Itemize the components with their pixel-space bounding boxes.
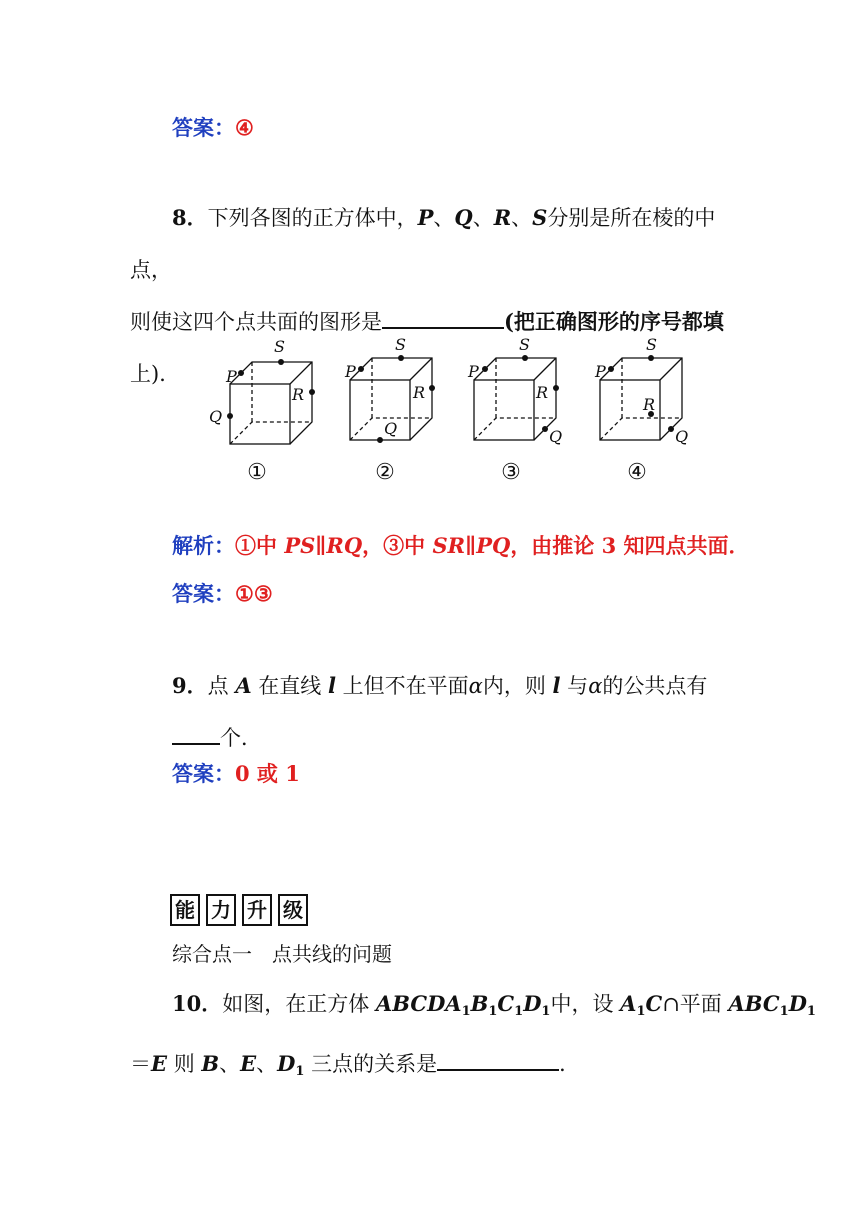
label-p: P	[595, 362, 606, 381]
label-r: R	[413, 383, 426, 402]
answer-blank	[437, 1047, 559, 1071]
segment-rq: RQ	[326, 533, 363, 558]
subtitle-text: 综合点一 点共线的问题	[172, 942, 392, 966]
point-b: B	[201, 1051, 220, 1076]
subscript: 1	[295, 1064, 305, 1079]
point-e: E	[240, 1051, 257, 1076]
q9-text: 上但不在平面	[335, 674, 469, 698]
plane-name: ABC	[728, 991, 780, 1016]
question-10	[130, 978, 816, 1098]
label-q: Q	[675, 427, 689, 446]
subscript: 1	[636, 1004, 646, 1019]
point-q: Q	[454, 205, 473, 230]
answer-blank	[382, 305, 504, 329]
label-p: P	[468, 362, 479, 381]
q10-text: 则	[167, 1052, 202, 1076]
subscript: 1	[779, 1004, 789, 1019]
label-s: S	[274, 337, 285, 356]
point-a: A	[235, 673, 252, 698]
analysis-text: ③中	[383, 533, 433, 558]
line-l: l	[552, 673, 561, 698]
q9-text: 个．	[220, 726, 262, 750]
q10-text: ∩平面	[662, 992, 729, 1016]
separator: ，	[362, 533, 384, 558]
section-header	[170, 894, 314, 926]
analysis-text: ，由推论 3 知四点共面．	[510, 533, 750, 558]
label-q: Q	[549, 427, 563, 446]
separator: 、	[472, 206, 494, 230]
section-char: 力	[206, 894, 236, 926]
q8-text: 下列各图的正方体中，	[207, 206, 418, 230]
q10-text: 中，设	[550, 992, 621, 1016]
subscript: 1	[541, 1004, 551, 1019]
q8-text: 则使这四个点共面的图形是	[130, 310, 382, 334]
q9-text: 内，则	[482, 674, 553, 698]
plane-alpha: α	[468, 674, 483, 698]
question-number: 8．	[172, 205, 208, 230]
label-s: S	[519, 335, 530, 354]
subscript: 1	[488, 1004, 498, 1019]
label-p: P	[226, 367, 237, 386]
vertex: D	[523, 991, 542, 1016]
figure-label-4: ④	[627, 460, 647, 485]
vertex: B	[470, 991, 489, 1016]
subscript: 1	[514, 1004, 524, 1019]
q10-text: 如图，在正方体	[222, 992, 376, 1016]
answer-7	[172, 102, 782, 154]
q9-text: 的公共点有	[602, 674, 708, 698]
parallel-symbol: ∥	[315, 533, 327, 558]
vertex: C	[497, 991, 515, 1016]
answer-label: 答案：	[172, 582, 235, 606]
line-l: l	[327, 673, 336, 698]
label-q: Q	[384, 419, 398, 438]
q8-text: 分别是所在棱的中点，	[130, 206, 716, 282]
subscript: 1	[461, 1004, 471, 1019]
point-e: E	[151, 1051, 168, 1076]
vertex: C	[645, 991, 663, 1016]
figure-label-2: ②	[375, 460, 395, 485]
q10-text: ．	[559, 1052, 581, 1076]
separator: 、	[433, 206, 455, 230]
answer-label: 答案：	[172, 762, 235, 786]
answer-value: 0 或 1	[235, 761, 300, 786]
answer-label: 答案：	[172, 116, 235, 140]
analysis-label: 解析：	[172, 534, 235, 558]
section-subtitle	[172, 928, 782, 980]
q8-text: 上)．	[130, 362, 181, 386]
segment-sr: SR	[432, 533, 466, 558]
label-r: R	[292, 385, 305, 404]
label-p: P	[345, 362, 356, 381]
cube-diagrams	[200, 330, 720, 460]
answer-value: ④	[235, 115, 254, 140]
point-r: R	[493, 205, 512, 230]
section-char: 能	[170, 894, 200, 926]
question-number: 10．	[172, 991, 223, 1016]
label-r: R	[643, 395, 656, 414]
cube-name: ABCDA	[375, 991, 462, 1016]
vertex: D	[788, 991, 807, 1016]
question-number: 9．	[172, 673, 208, 698]
analysis-8	[172, 520, 772, 572]
label-q: Q	[209, 407, 223, 426]
q9-text: 点	[207, 674, 236, 698]
q9-text: 与	[560, 674, 589, 698]
label-s: S	[395, 335, 406, 354]
separator: 、	[256, 1052, 278, 1076]
section-char: 级	[278, 894, 308, 926]
q8-text: (把正确图形的序号都填	[504, 309, 724, 334]
q10-text: 三点的关系是	[304, 1052, 438, 1076]
analysis-text: ①中	[235, 533, 285, 558]
parallel-symbol: ∥	[465, 533, 477, 558]
segment-pq: PQ	[476, 533, 511, 558]
answer-8	[172, 568, 782, 620]
separator: 、	[511, 206, 533, 230]
separator: 、	[219, 1052, 241, 1076]
q10-text: ＝	[130, 1052, 151, 1076]
vertex: A	[620, 991, 637, 1016]
figure-label-1: ①	[247, 460, 267, 485]
point-s: S	[532, 205, 548, 230]
answer-blank	[172, 721, 220, 745]
label-s: S	[646, 335, 657, 354]
segment-ps: PS	[284, 533, 316, 558]
answer-value: ①③	[235, 581, 273, 606]
plane-alpha: α	[588, 674, 603, 698]
point-p: P	[417, 205, 434, 230]
subscript: 1	[806, 1004, 816, 1019]
point-d1: D	[277, 1051, 296, 1076]
label-r: R	[536, 383, 549, 402]
q9-text: 在直线	[251, 674, 328, 698]
figure-label-3: ③	[501, 460, 521, 485]
answer-9	[172, 748, 782, 800]
section-char: 升	[242, 894, 272, 926]
cube-figures	[200, 330, 720, 490]
